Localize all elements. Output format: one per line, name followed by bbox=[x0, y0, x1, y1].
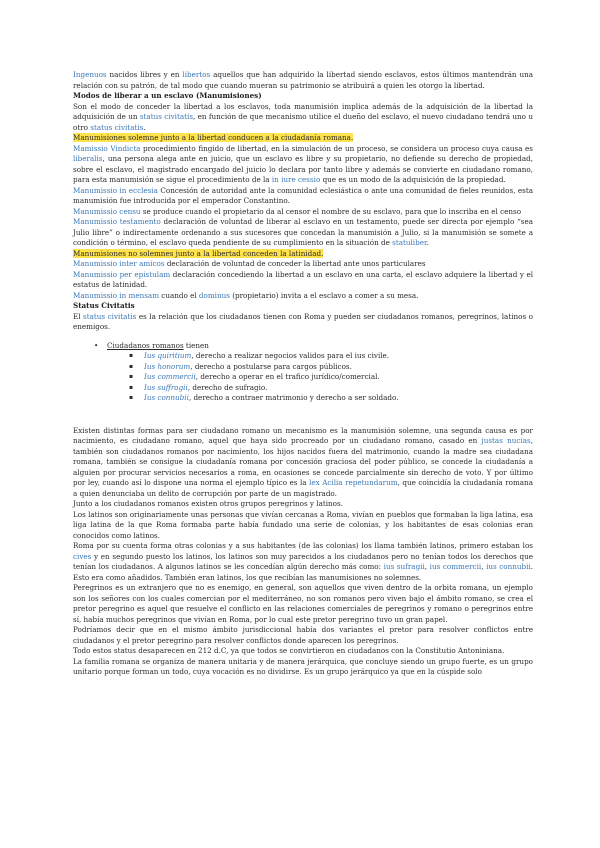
right-term: Ius quiritium bbox=[144, 351, 192, 360]
paragraph-ecclesia bbox=[73, 186, 533, 207]
paragraph-pretor: Podríamos decir que en el mismo ámbito jurisdiccional había dos variantes el pretor para resolver conflictos entre ciudadanos y el pretor peregrino para resolver conflictos donde aparecen los peregrinos. bbox=[73, 625, 533, 645]
text: , derecho a postularse para cargos públicos. bbox=[190, 361, 352, 371]
highlight-solemnes bbox=[73, 133, 533, 144]
right-term: Ius connubii bbox=[144, 393, 189, 402]
text: , derecho a realizar negocios validos para el ius civile. bbox=[191, 351, 390, 360]
paragraph-in-mensam bbox=[73, 291, 533, 302]
text: declaración de voluntad de liberar al esclavo en un testamento, puede ser directa por ejemplo “sea Julio libre” o indirectamente ordenando a sus sucesores que concedan la manumisión a Julio, si la manumisión se somete a condición o término, el esclavo queda pendiente de su cumplimiento en la situación de bbox=[73, 217, 533, 247]
list-item bbox=[73, 372, 533, 383]
term-cives: cives bbox=[73, 551, 92, 561]
text: Existen distintas formas para ser ciudadano romano un mecanismo es la manumisión solemne, una segunda causa es por nacimiento, es ciudadano romano, aquel que haya sido procreado por un ciudadano romano, casado en bbox=[73, 425, 533, 445]
term-status-civitatis: status civitatis bbox=[83, 311, 137, 321]
text: . bbox=[426, 238, 429, 247]
text: . Esto era como añadidos. También eran latinos, los que recibían las manumisiones no solemnes. bbox=[73, 562, 534, 582]
text: (propietario) invita a el esclavo a comer a su mesa. bbox=[229, 290, 419, 300]
right-term: Ius honorum bbox=[144, 361, 191, 371]
term-vindicta: Mamissio Vindicta bbox=[73, 143, 141, 153]
term-ius-sufragii: ius sufragii bbox=[383, 562, 425, 571]
text: . bbox=[143, 122, 146, 132]
term-status-civitatis: status civitatis bbox=[90, 122, 144, 132]
term-ingenuos: Ingenuos bbox=[73, 70, 107, 79]
text: Son el modo de conceder la libertad a los esclavos, toda manumisión implica además de la adquisición de la libertad la adquisición de un bbox=[73, 101, 533, 121]
text: que es un modo de la adquisición de la propiedad. bbox=[320, 175, 506, 184]
text: , derecho de sufragio. bbox=[187, 382, 268, 392]
list-item bbox=[73, 393, 533, 404]
text: aquellos que han adquirido la libertad siendo esclavos, estos últimos mantendrán una relación con su patrón, de tal modo que cuando mueran su patrimonio se atribuirá a quien les otorgo la libertad. bbox=[73, 70, 533, 90]
highlight-no-solemnes bbox=[73, 249, 533, 260]
paragraph-latinos: Los latinos son originariamente unas personas que vivían cercanas a Roma, vivían en pueblos que formaban la liga latina, esa liga latina de la que Roma formaba parte había fundado una serie de colonias, y los habitantes de esas colonias eran conocidos como latinos. bbox=[73, 509, 533, 540]
paragraph-vindicta bbox=[73, 144, 533, 186]
rights-list bbox=[73, 341, 533, 404]
term-in-mensam: Manumissio in mensam bbox=[73, 290, 160, 300]
text: , también son ciudadanos romanos por nacimiento, los hijos nacidos fuera del matrimonio, cuando la madre sea ciudadana romana, también se consigue la ciudadanía romana por concesión graciosa del poder público, se concede la ciudadanía a alguien por procurar servicios necesarios a roma, en ocasiones se concede parcialmente sin derecho de voto. Y por último por ley, cuando así lo dispone una norma el ejemplo típico es la bbox=[73, 436, 533, 487]
text: , derecho a operar en el trafico jurídico/comercial. bbox=[195, 372, 380, 381]
term-in-iure-cessio: in iure cessio bbox=[271, 175, 321, 184]
paragraph-per-epistulam bbox=[73, 270, 533, 291]
paragraph-ciudadania bbox=[73, 426, 533, 500]
text: declaración concediendo la libertad a un esclavo en una carta, el esclavo adquiere la libertad y el estatus de latinidad. bbox=[73, 269, 534, 289]
list-item bbox=[73, 341, 533, 352]
text: tienen bbox=[183, 340, 209, 350]
term-inter-amicos: Manumissio inter amicos bbox=[73, 259, 165, 268]
right-term: Ius suffragii bbox=[144, 382, 188, 392]
heading-manumisiones: Modos de liberar a un esclavo (Manumisiones) bbox=[73, 91, 262, 100]
text: , bbox=[481, 562, 487, 571]
paragraph-ingenuos bbox=[73, 70, 533, 91]
text: , derecho a contraer matrimonio y derecho a ser soldado. bbox=[188, 393, 399, 402]
paragraph-constitutio: Todo estos status desaparecen en 212 d.C, ya que todos se convirtieron en ciudadanos con la Constitutio Antoniniana. bbox=[73, 646, 505, 655]
text: , que coincidía la ciudadanía romana a quien denunciaba un delito de corrupción por parte de un magistrado. bbox=[73, 478, 533, 498]
text: es la relación que los ciudadanos tienen con Roma y pueden ser ciudadanos romanos, peregrinos, latinos o enemigos. bbox=[73, 311, 533, 331]
term-statuliber: statuliber bbox=[392, 238, 427, 247]
paragraph-inter-amicos bbox=[73, 259, 533, 270]
text: declaración de voluntad de conceder la libertad ante unos particulares bbox=[164, 259, 426, 268]
term-libertos: libertos bbox=[182, 70, 211, 79]
document-page bbox=[73, 70, 533, 678]
paragraph-status-civitatis bbox=[73, 312, 533, 333]
paragraph-censu bbox=[73, 207, 533, 218]
text: cuando el bbox=[159, 290, 199, 300]
text: El bbox=[73, 311, 84, 321]
text: nacidos libres y en bbox=[106, 70, 183, 79]
paragraph-grupos: Junto a los ciudadanos romanos existen otros grupos peregrinos y latinos. bbox=[73, 499, 343, 508]
term-ius-commercii: ius commercii bbox=[429, 562, 482, 571]
text: y en segundo puesto los latinos, los latinos son muy parecidos a los ciudadanos pero no tenían todos los derechos que tenían los ciudadanos. A algunos latinos se les concedían algún derecho más como: bbox=[73, 551, 533, 571]
paragraph-peregrinos: Peregrinos es un extranjero que no es enemigo, en general, son aquellos que viven dentro de la orbita romana, un ejemplo son los señores con los cuales comercian por el mediterráneo, no son romanos pero viven bajo el ámbito romano, se crea el pretor peregrino es aquel que resuelve el conflicto en las relaciones comerciales de peregrinos y romano o peregrinos entre sí, había muchos peregrinos que vivían en Roma, por lo cual este pretor peregrino tuvo un gran papel. bbox=[73, 583, 533, 624]
term-status-civitatis: status civitatis bbox=[139, 112, 194, 121]
term-dominus: dominus bbox=[198, 290, 230, 300]
highlighted-text: Manumisiones no solemnes junto a la libertad conceden la latinidad. bbox=[73, 248, 324, 258]
spacer bbox=[73, 404, 533, 426]
list-item bbox=[73, 362, 533, 373]
list-item bbox=[73, 351, 533, 362]
list-heading: Ciudadanos romanos bbox=[107, 340, 184, 350]
text: , en función de que mecanismo utilice el dueño del esclavo, el nuevo ciudadano tendrá uno u otro bbox=[73, 112, 533, 132]
highlighted-text: Manumisiones solemne junto a la libertad conducen a la ciudadanía romana. bbox=[73, 133, 354, 142]
term-ecclesia: Manumissio in ecclesia bbox=[73, 185, 158, 195]
paragraph-manumision-intro bbox=[73, 102, 533, 134]
text: Concesión de autoridad ante la comunidad eclesiástica o ante una comunidad de fieles reunidos, esta manumisión fue introducida por el emperador Constantino. bbox=[73, 185, 534, 205]
text: , bbox=[424, 562, 430, 571]
text: Roma por su cuenta forma otras colonias y a sus habitantes (de las colonias) los llama también latinos, primero estaban los bbox=[73, 541, 533, 550]
heading-status-civitatis: Status Civitatis bbox=[73, 301, 135, 310]
term-justas-nucias: justas nucias bbox=[481, 436, 531, 445]
term-liberalis: liberalis bbox=[73, 154, 103, 163]
list-item bbox=[73, 383, 533, 394]
right-term: Ius commercii bbox=[144, 372, 196, 381]
text: se produce cuando el propietario da al censor el nombre de su esclavo, para que lo inscriba en el censo bbox=[140, 206, 522, 216]
paragraph-colonias bbox=[73, 541, 533, 583]
term-lex-acilia: lex Acilia repetundarum bbox=[309, 478, 398, 487]
term-per-epistulam: Manumissio per epistulam bbox=[73, 269, 171, 279]
text: , una persona alega ante en juicio, que un esclavo es libre y su propietario, no defiende su derecho de propiedad, sobre el esclavo, el magistrado encargado del juicio lo declara por tanto libre y además se convierte en ciudadano romano, para esta manumisión se sigue el procedimiento de la bbox=[73, 154, 533, 184]
text: procedimiento fingido de libertad, en la simulación de un proceso, se considera un proceso cuya causa es bbox=[140, 143, 533, 153]
paragraph-familia: La familia romana se organiza de manera unitaria y de manera jerárquica, que concluye siendo un grupo fuerte, es un grupo unitario porque forman un todo, cuya vocación es no dividirse. Es un grupo jerárquico ya que en la cúspide solo bbox=[73, 656, 533, 676]
paragraph-testamento bbox=[73, 217, 533, 249]
term-testamento: Manumissio testamento bbox=[73, 217, 161, 226]
term-censu: Manumissio censu bbox=[73, 206, 141, 216]
term-ius-connubii: ius connubii bbox=[486, 562, 531, 571]
